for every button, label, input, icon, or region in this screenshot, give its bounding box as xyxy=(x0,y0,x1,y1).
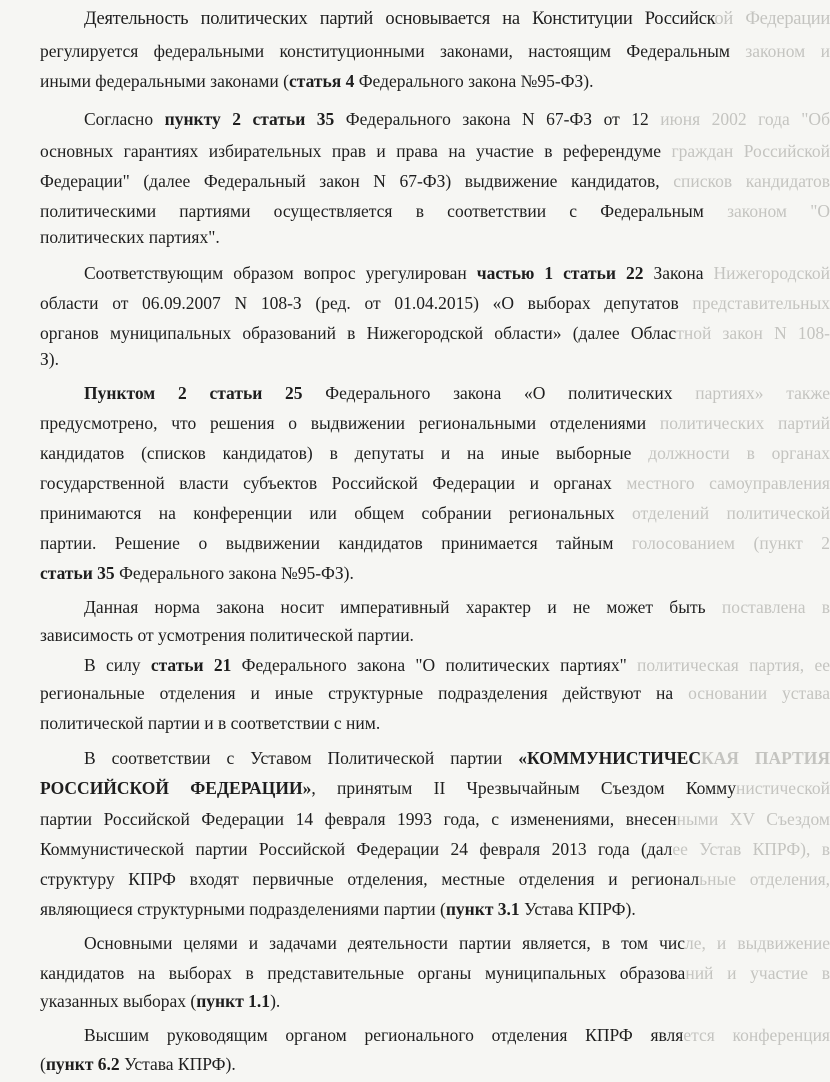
text-segment: органов муниципальных образований в Нижегородской области» (далее Облас xyxy=(40,323,677,343)
faded-text-segment: Нижегородской xyxy=(713,263,830,283)
faded-text-segment: основании устава xyxy=(688,683,830,703)
bold-text-segment: «КОММУНИСТИЧЕС xyxy=(518,748,701,768)
text-segment: Данная норма закона носит императивный характер и не может быть xyxy=(84,597,722,617)
text-line xyxy=(84,1024,830,1046)
faded-text-segment: законом "О xyxy=(727,201,830,221)
text-segment: , принятым II Чрезвычайным Съездом Комму xyxy=(311,778,736,798)
faded-text-segment: ний и участие в xyxy=(685,963,830,983)
text-segment: политических партиях". xyxy=(40,227,220,247)
text-segment: структуру КПРФ входят первичные отделения, местные отделения и регионал xyxy=(40,869,700,889)
text-segment: основных гарантиях избирательных прав и права на участие в референдуме xyxy=(40,141,672,161)
faded-text-segment: политических партий xyxy=(659,413,830,433)
text-line xyxy=(40,70,830,92)
text-line xyxy=(40,140,830,162)
faded-text-segment: голосованием (пункт 2 xyxy=(631,533,830,553)
faded-text-segment: должности в органах xyxy=(648,443,830,463)
text-line xyxy=(84,932,830,954)
text-line xyxy=(40,200,830,222)
text-segment: ). xyxy=(270,991,281,1011)
text-line xyxy=(40,962,830,984)
text-segment: Федерального закона "О политических партиях" xyxy=(231,655,637,675)
text-segment: иными федеральными законами ( xyxy=(40,71,289,91)
text-segment: Федерального закона №95-ФЗ). xyxy=(114,563,354,583)
text-segment: ( xyxy=(40,1054,46,1074)
text-line xyxy=(84,654,830,676)
faded-text-segment: ле, и выдвижение xyxy=(685,933,830,953)
text-line xyxy=(40,838,830,860)
text-segment: кандидатов на выборах в представительные органы муниципальных образова xyxy=(40,963,686,983)
text-segment: Соответствующим образом вопрос урегулирован xyxy=(84,263,477,283)
bold-text-segment: пункт 1.1 xyxy=(196,991,271,1011)
text-line xyxy=(40,170,830,192)
text-line xyxy=(40,624,830,646)
text-segment: Федерального закона «О политических xyxy=(302,383,696,403)
text-line xyxy=(40,808,830,830)
faded-text-segment: ными XV Съездом xyxy=(676,809,830,829)
bold-text-segment: статьи 35 xyxy=(40,563,115,583)
text-line xyxy=(84,747,830,769)
faded-text-segment: июня 2002 года "Об xyxy=(660,109,830,129)
text-segment: политическими партиями осуществляется в соответствии с Федеральным xyxy=(40,201,728,221)
text-segment: являющиеся структурными подразделениями партии ( xyxy=(40,899,446,919)
faded-text-segment: законом и xyxy=(729,41,830,61)
text-line xyxy=(40,990,830,1012)
text-segment: области от 06.09.2007 N 108-З (ред. от 01.04.2015) «О выборах депутатов xyxy=(40,293,693,313)
faded-text-segment: ее Устав КПРФ), в xyxy=(672,839,830,859)
faded-text-segment: представительных xyxy=(692,293,830,313)
text-line xyxy=(84,382,830,404)
text-line xyxy=(40,562,830,584)
bold-text-segment: частью 1 статьи 22 xyxy=(476,263,644,283)
text-segment: Коммунистической партии Российской Федерации 24 февраля 2013 года (дал xyxy=(40,839,673,859)
text-line xyxy=(40,292,830,314)
text-segment: Высшим руководящим органом регионального отделения КПРФ явля xyxy=(84,1025,684,1045)
text-segment: З). xyxy=(40,349,59,369)
text-line xyxy=(40,502,830,524)
text-line xyxy=(40,532,830,554)
faded-text-segment: местного самоуправления xyxy=(626,473,830,493)
text-line xyxy=(40,712,830,734)
faded-text-segment: поставлена в xyxy=(721,597,830,617)
faded-text-segment: партиях» также xyxy=(695,383,830,403)
text-line xyxy=(40,777,830,799)
text-segment: регулируется федеральными конституционными законами, настоящим Федеральным xyxy=(40,41,730,61)
text-segment: предусмотрено, что решения о выдвижении региональными отделениями xyxy=(40,413,660,433)
text-line xyxy=(40,226,830,248)
text-segment: Федерального закона №95-ФЗ). xyxy=(354,71,594,91)
text-segment: В соответствии с Уставом Политической партии xyxy=(84,748,519,768)
faded-text-segment: политическая партия, ее xyxy=(637,655,830,675)
text-line xyxy=(84,596,830,618)
text-segment: Федерального закона N 67-ФЗ от 12 xyxy=(334,109,661,129)
text-segment: Деятельность политических партий основывается на Конституции Российск xyxy=(84,9,715,29)
text-segment: В силу xyxy=(84,655,151,675)
text-line xyxy=(84,108,830,130)
bold-text-segment: статья 4 xyxy=(289,71,355,91)
text-segment: Федерации" (далее Федеральный закон N 67-ФЗ) выдвижение кандидатов, xyxy=(40,171,674,191)
text-segment: Согласно xyxy=(84,109,165,129)
text-segment: кандидатов (списков кандидатов) в депутаты и на иные выборные xyxy=(40,443,649,463)
text-line xyxy=(40,442,830,464)
bold-text-segment: статьи 21 xyxy=(150,655,232,675)
bold-text-segment: КАЯ ПАРТИЯ xyxy=(700,748,830,768)
text-line xyxy=(84,8,830,30)
text-segment: Устава КПРФ). xyxy=(119,1054,236,1074)
text-line xyxy=(40,898,830,920)
faded-text-segment: тной закон N 108- xyxy=(676,323,830,343)
bold-text-segment: пункт 3.1 xyxy=(445,899,520,919)
text-segment: Устава КПРФ). xyxy=(519,899,636,919)
faded-text-segment: списков кандидатов xyxy=(673,171,830,191)
text-segment: указанных выборах ( xyxy=(40,991,197,1011)
text-line xyxy=(40,1053,830,1075)
text-segment: политической партии и в соответствии с ним. xyxy=(40,713,381,733)
text-line xyxy=(40,348,830,370)
text-segment: принимаются на конференции или общем собрании региональных xyxy=(40,503,632,523)
text-line xyxy=(84,262,830,284)
faded-text-segment: ется конференция xyxy=(683,1025,830,1045)
text-segment: государственной власти субъектов Российской Федерации и органах xyxy=(40,473,627,493)
faded-text-segment: ой Федерации xyxy=(714,9,830,29)
text-line xyxy=(40,322,830,344)
text-segment: Закона xyxy=(643,263,714,283)
text-line xyxy=(40,412,830,434)
bold-text-segment: пункт 6.2 xyxy=(45,1054,120,1074)
text-segment: региональные отделения и иные структурные подразделения действуют на xyxy=(40,683,689,703)
text-segment: партии. Решение о выдвижении кандидатов принимается тайным xyxy=(40,533,632,553)
bold-text-segment: Пунктом 2 статьи 25 xyxy=(84,383,303,403)
faded-text-segment: отделений политической xyxy=(631,503,830,523)
text-segment: зависимость от усмотрения политической партии. xyxy=(40,625,414,645)
faded-text-segment: граждан Российской xyxy=(671,141,830,161)
bold-text-segment: пункту 2 статьи 35 xyxy=(164,109,335,129)
text-line xyxy=(40,472,830,494)
text-segment: Основными целями и задачами деятельности партии является, в том чис xyxy=(84,933,686,953)
text-line xyxy=(40,40,830,62)
bold-text-segment: РОССИЙСКОЙ ФЕДЕРАЦИИ» xyxy=(40,778,312,798)
faded-text-segment: нистической xyxy=(735,778,830,798)
text-segment: партии Российской Федерации 14 февраля 1993 года, с изменениями, внесен xyxy=(40,809,677,829)
text-line xyxy=(40,868,830,890)
text-line xyxy=(40,682,830,704)
faded-text-segment: ьные отделения, xyxy=(699,869,830,889)
